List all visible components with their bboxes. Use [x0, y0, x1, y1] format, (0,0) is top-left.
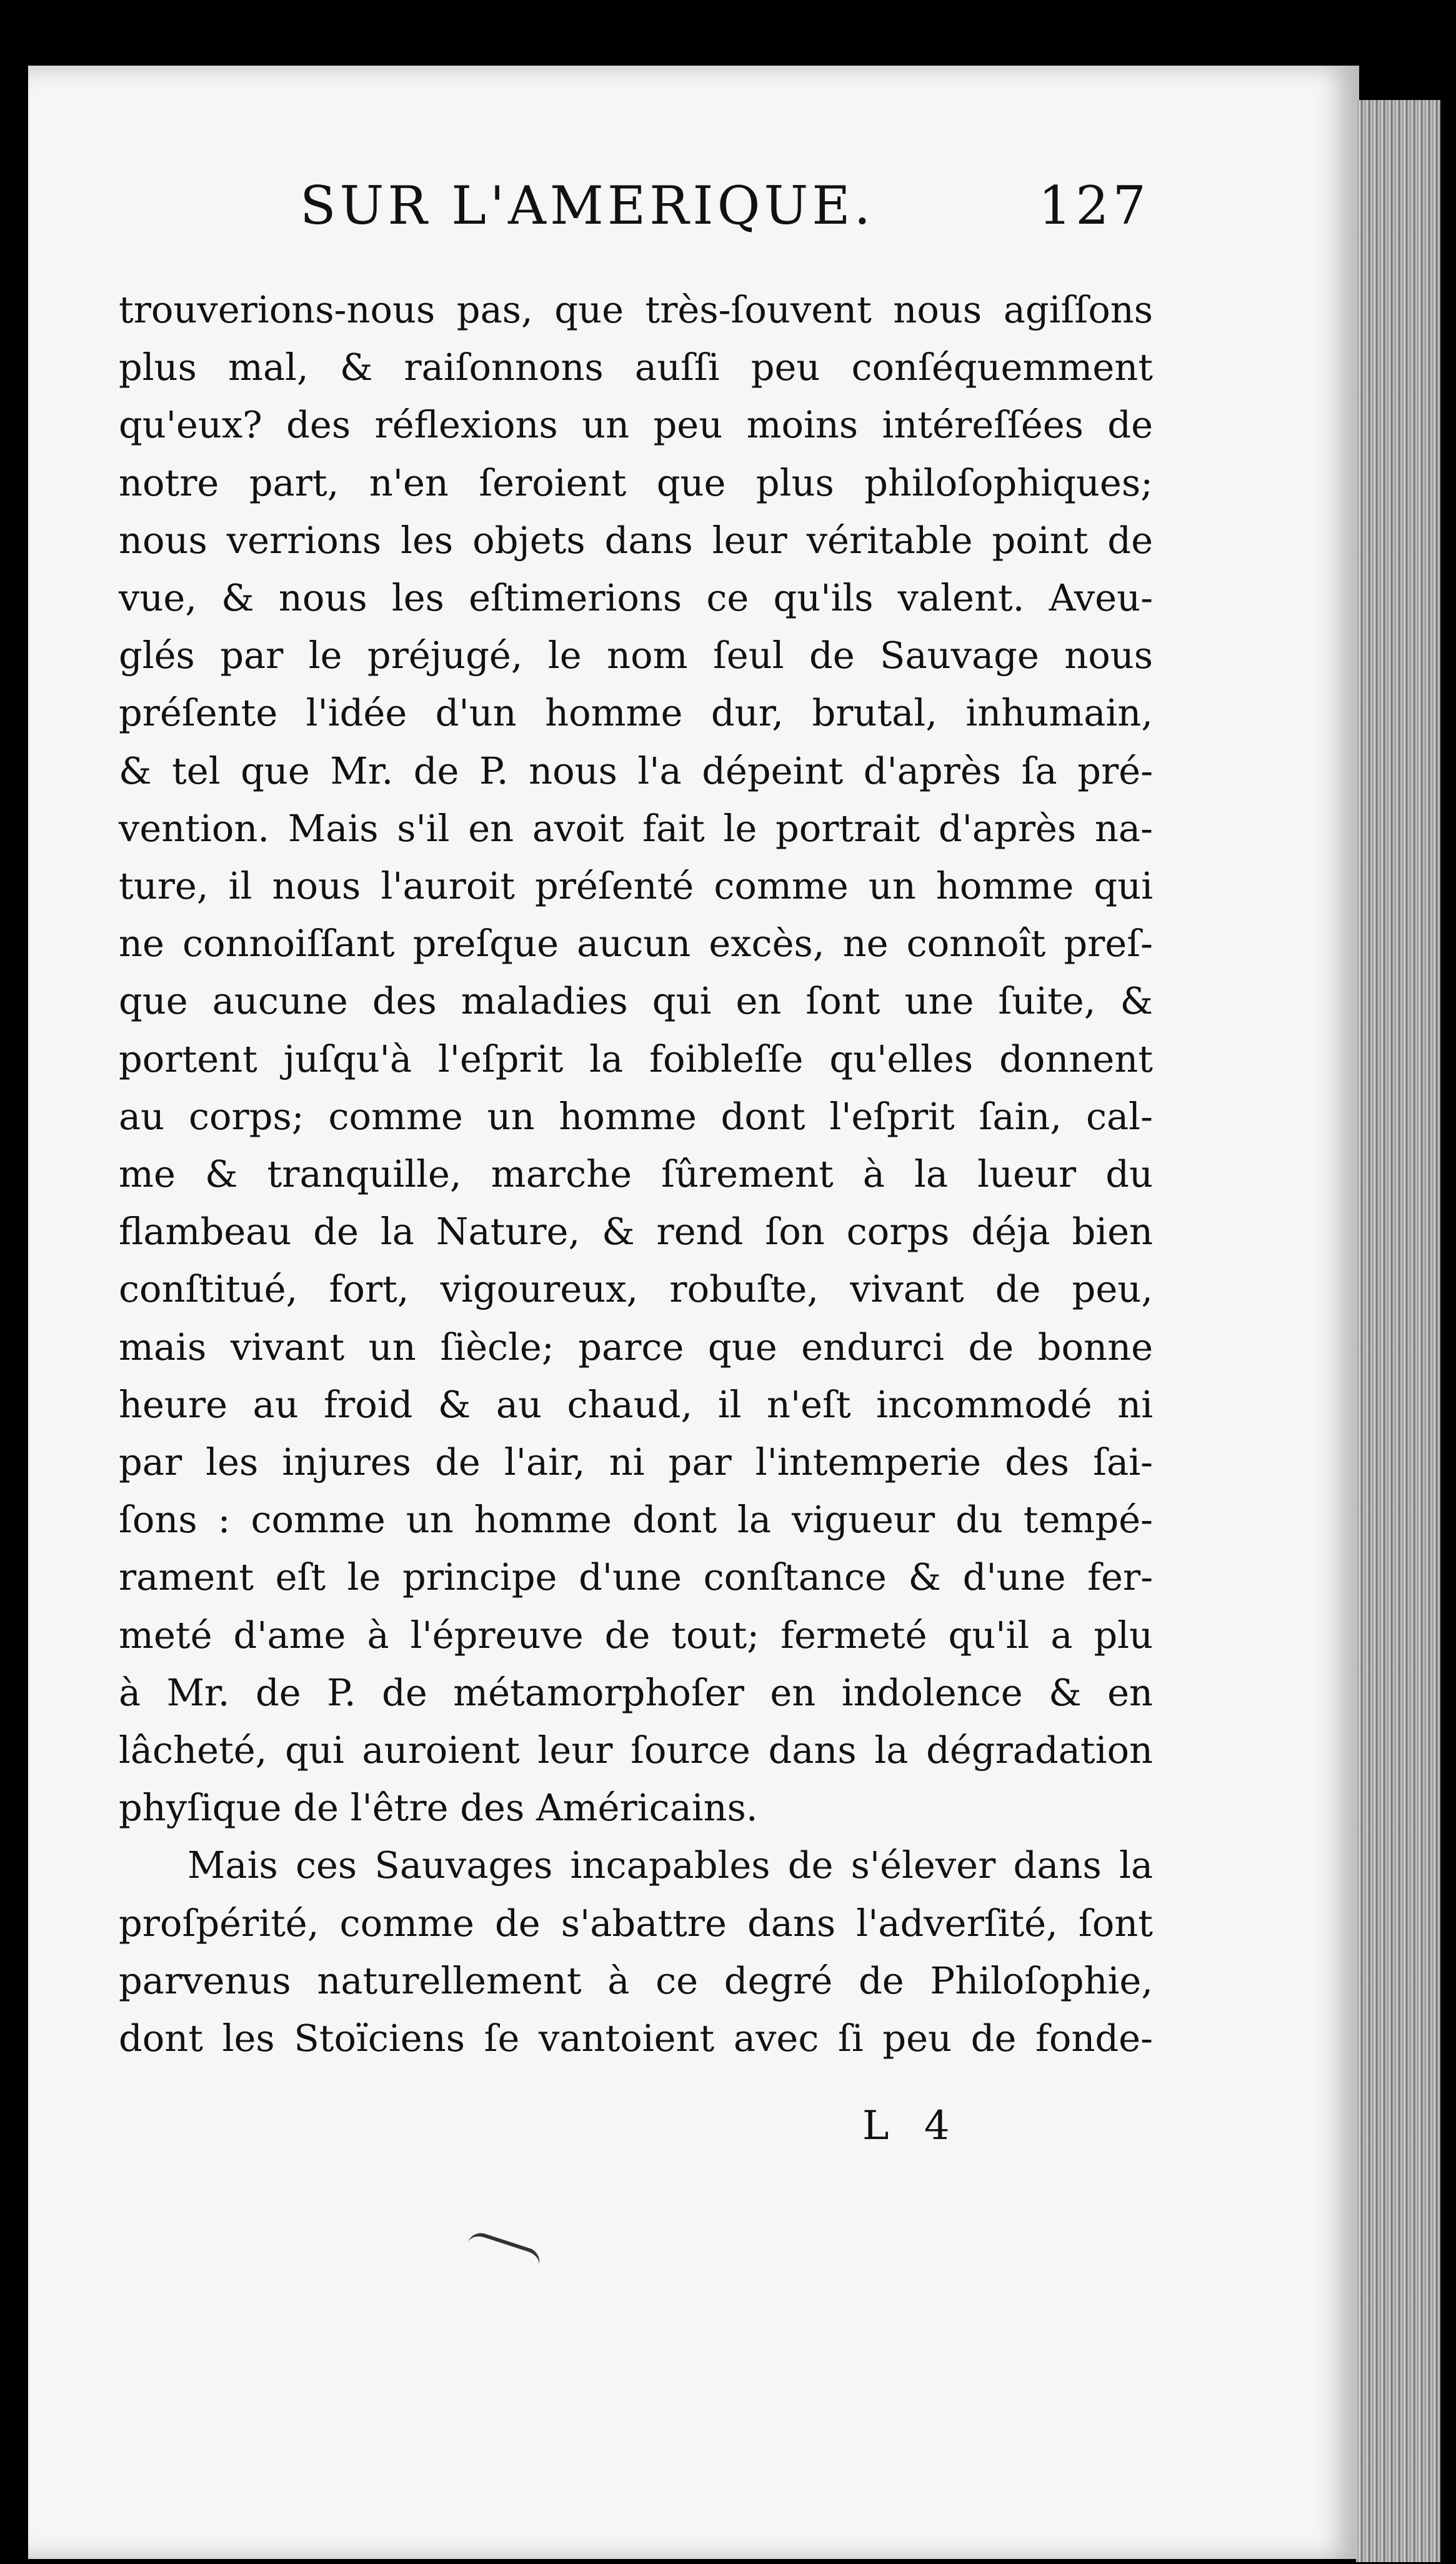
text-line: glés par le préjugé, le nom ſeul de Sauvage nous: [119, 634, 1153, 677]
text-line: parvenus naturellement à ce degré de Philoſophie,: [119, 1958, 1153, 2002]
text-line: à Mr. de P. de métamorphoſer en indolence & en: [119, 1670, 1153, 1714]
text-line: phyſique de l'être des Américains.: [119, 1786, 758, 1830]
running-title: SUR L'AMERIQUE.: [300, 175, 875, 236]
running-header: [250, 175, 1150, 250]
text-line: me & tranquille, marche ſûrement à la lueur du: [119, 1152, 1153, 1196]
signature-mark: L 4: [862, 2103, 961, 2149]
text-line: & tel que Mr. de P. nous l'a dépeint d'après ſa pré-: [119, 749, 1153, 792]
text-line: nous verrions les objets dans leur véritable point de: [119, 518, 1153, 562]
text-line: meté d'ame à l'épreuve de tout; fermeté qu'il a plu: [119, 1613, 1153, 1657]
text-line: par les injures de l'air, ni par l'intemperie des ſai-: [119, 1440, 1153, 1484]
text-line: plus mal, & raiſonnons auſſi peu conſéquemment: [119, 346, 1153, 389]
text-line: vue, & nous les eſtimerions ce qu'ils valent. Aveu-: [119, 576, 1153, 620]
text-line: ſons : comme un homme dont la vigueur du tempé-: [119, 1498, 1153, 1542]
text-line: ture, il nous l'auroit préſenté comme un homme qui: [119, 864, 1153, 908]
text-line: dont les Stoïciens ſe vantoient avec ſi peu de fonde-: [119, 2017, 1153, 2060]
text-line: flambeau de la Nature, & rend ſon corps déja bien: [119, 1210, 1153, 1254]
text-line: mais vivant un ſiècle; parce que endurci de bonne: [119, 1325, 1153, 1369]
page-edge: [1356, 100, 1440, 2562]
text-line: vention. Mais s'il en avoit fait le portrait d'après na-: [119, 806, 1153, 850]
text-line: trouverions-nous pas, que très-ſouvent nous agiſſons: [119, 288, 1153, 331]
text-line: notre part, n'en ſeroient que plus philoſophiques;: [119, 461, 1153, 504]
text-line: qu'eux? des réflexions un peu moins intéreſſées de: [119, 403, 1153, 447]
text-line: lâcheté, qui auroient leur ſource dans la dégradation: [119, 1728, 1153, 1772]
text-line: conſtitué, fort, vigoureux, robuſte, vivant de peu,: [119, 1267, 1153, 1311]
text-line: au corps; comme un homme dont l'eſprit ſain, cal-: [119, 1094, 1153, 1138]
body-text: [119, 281, 1153, 2067]
text-line: proſpérité, comme de s'abattre dans l'adverſité, ſont: [119, 1901, 1153, 1945]
text-line: que aucune des maladies qui en ſont une ſuite, &: [119, 979, 1153, 1023]
page-number: 127: [1038, 175, 1150, 236]
text-line: préſente l'idée d'un homme dur, brutal, inhumain,: [119, 691, 1153, 735]
text-line: portent juſqu'à l'eſprit la foibleſſe qu'elles donnent: [119, 1037, 1153, 1080]
text-line: ne connoiſſant preſque aucun excès, ne connoît preſ-: [119, 922, 1153, 965]
text-line: heure au froid & au chaud, il n'eſt incommodé ni: [119, 1382, 1153, 1426]
text-line: Mais ces Sauvages incapables de s'élever dans la: [187, 1843, 1153, 1887]
text-line: rament eſt le principe d'une conſtance & d'une fer-: [119, 1555, 1153, 1599]
